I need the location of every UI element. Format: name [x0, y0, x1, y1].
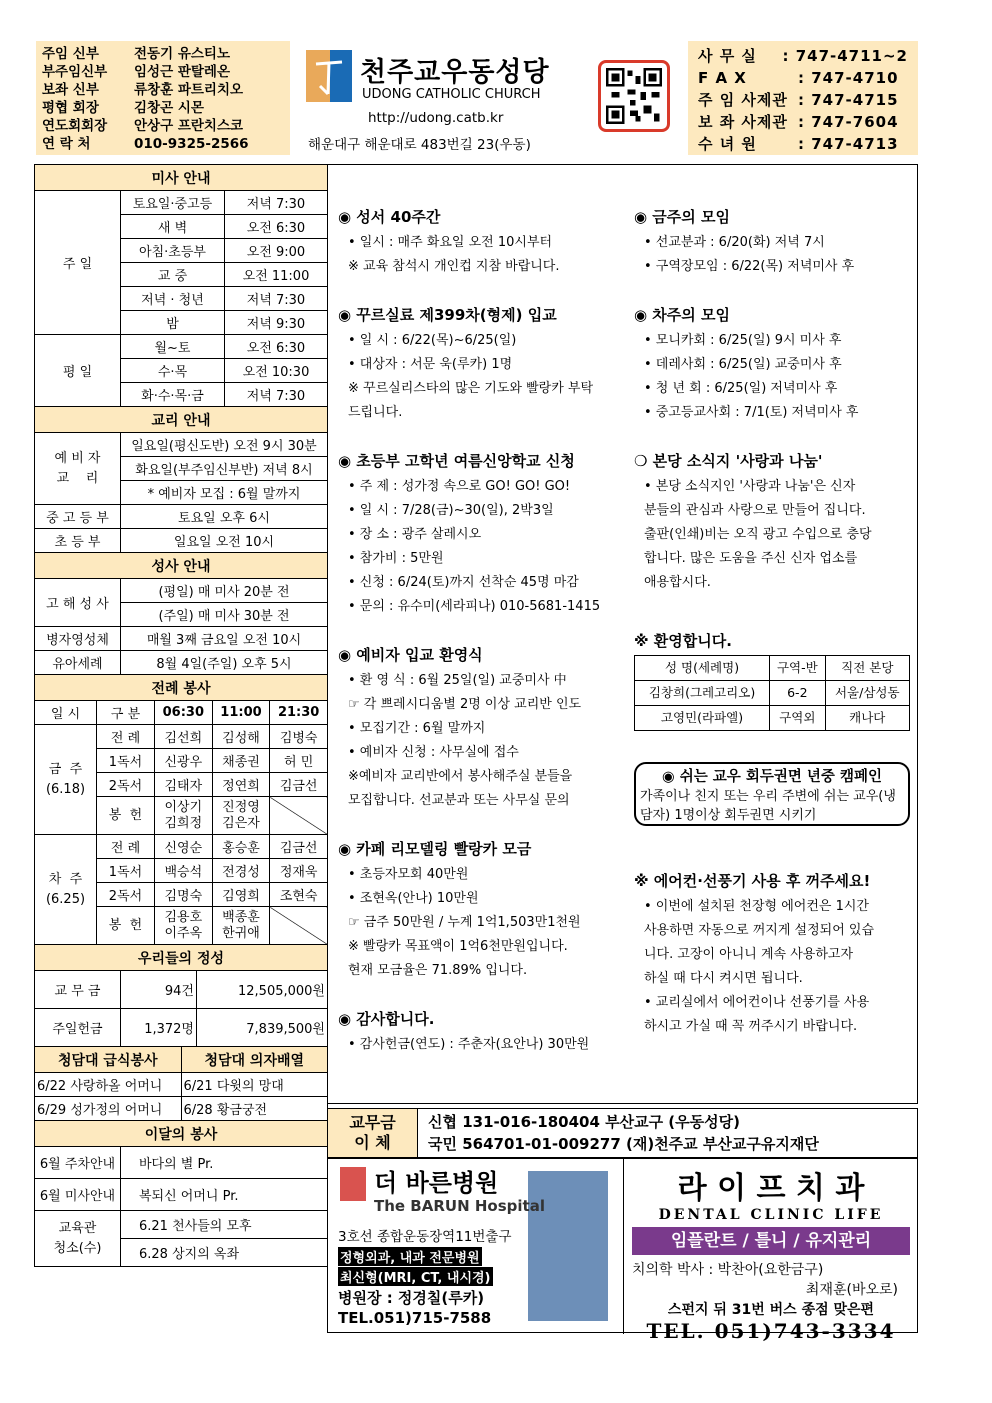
hospital-logo-icon: [340, 1167, 366, 1201]
liturgy-cell: 김금선: [270, 773, 328, 797]
liturgy-title: 전례 봉사: [35, 675, 328, 701]
campaign-box: [634, 762, 910, 826]
aircon-title: ※ 에어컨·선풍기 사용 후 꺼주세요!: [634, 872, 871, 890]
aircon-line: • 교리실에서 에어컨이나 선풍기를 사용: [644, 995, 870, 1010]
mass-type: 밤: [121, 311, 225, 335]
news-line: 애용합시다.: [644, 575, 711, 590]
offering-count: 1,372명: [121, 1009, 197, 1047]
hospital-building-icon: [528, 1171, 608, 1321]
news-line: • 모니카회 : 6/25(일) 9시 미사 후: [644, 333, 842, 348]
liturgy-cell: 전 례: [97, 835, 155, 859]
mass-type: 새 벽: [121, 215, 225, 239]
news-line: • 예비자 신청 : 사무실에 접수: [348, 745, 519, 760]
news-line: • 일시 : 매주 화요일 오전 10시부터: [348, 235, 553, 250]
cleaning-row: 6.21 천사들의 모후: [121, 1211, 328, 1239]
mass-time: 오전 9:00: [225, 239, 328, 263]
campaign-text: 가족이나 친지 또는 우리 주변에 쉬는 교우(냉담자) 1명이상 회두권면 시키기: [640, 789, 896, 823]
monthly-row-label: 6월 주차안내: [35, 1147, 121, 1179]
news-line: 현재 모금율은 71.89% 입니다.: [348, 963, 528, 978]
news-title: ◉ 초등부 고학년 여름신앙학교 신청: [338, 452, 575, 470]
cleaning-row: 6.28 상지의 옥좌: [121, 1239, 328, 1267]
mass-table: [34, 164, 328, 675]
contact-label: 사 무 실: [698, 47, 757, 65]
news-line: • 주 제 : 성가정 속으로 GO! GO! GO!: [348, 479, 571, 494]
bank-label-line: 이 체: [354, 1133, 391, 1152]
offering-amount: 12,505,000원: [197, 971, 328, 1009]
news-line: • 일 시 : 7/28(금)~30(일), 2박3일: [348, 503, 554, 518]
news-line: ☞ 각 쁘레시디움별 2명 이상 교리반 인도: [348, 697, 582, 712]
contact-number[interactable]: : 747-7604: [798, 113, 899, 131]
mass-time: 저녁 7:30: [225, 287, 328, 311]
news-line: 출판(인쇄)비는 오직 광고 수입으로 충당: [644, 527, 872, 542]
contact-number[interactable]: : 747-4713: [798, 135, 899, 153]
mass-type: 월~토: [121, 335, 225, 359]
welcome-row: [635, 681, 910, 706]
baptism-label: 유아세례: [35, 651, 121, 675]
staff-role: 연도회회장: [42, 118, 108, 134]
liturgy-cell: 김명숙: [155, 883, 213, 907]
liturgy-cell: 전 례: [97, 725, 155, 749]
youth-meal-title: 청담대 급식봉사: [35, 1047, 182, 1073]
elementary-label: 초 등 부: [35, 529, 121, 553]
monthly-service-title: 이달의 봉사: [35, 1121, 328, 1147]
monthly-row-value: 복되신 어머니 Pr.: [121, 1179, 328, 1211]
liturgy-cell: 허 민: [270, 749, 328, 773]
liturgy-cell: 백승석: [155, 859, 213, 883]
liturgy-cell: 조현숙: [270, 883, 328, 907]
liturgy-cell: 2독서: [97, 883, 155, 907]
mass-time: 오전 10:30: [225, 359, 328, 383]
mass-type: 화·수·목·금: [121, 383, 225, 407]
dental-english-name: DENTAL CLINIC LIFE: [658, 1207, 884, 1223]
news-right-column: [634, 191, 914, 605]
news-line: • 데레사회 : 6/25(일) 교중미사 후: [644, 357, 842, 372]
liturgy-cell: 김선희: [155, 725, 213, 749]
news-title: ◉ 예비자 입교 환영식: [338, 646, 483, 664]
middle-school-label: 중 고 등 부: [35, 505, 121, 529]
liturgy-header: 06:30: [155, 701, 213, 725]
hospital-director: 병원장 : 정경칠(루카): [338, 1289, 485, 1307]
dental-phone: TEL. 051)743-3334: [646, 1319, 896, 1343]
news-line: • 초등자모회 40만원: [348, 867, 469, 882]
staff-name: 전동기 유스티노: [134, 46, 230, 62]
news-title: ❍ 본당 소식지 '사랑과 나눔': [634, 452, 823, 470]
liturgy-cell: 김영희: [212, 883, 270, 907]
hospital-location: 3호선 종합운동장역11번출구: [338, 1229, 512, 1245]
liturgy-cell: 김태자: [155, 773, 213, 797]
youth-row: 6/22 사랑하올 어머니: [35, 1073, 182, 1097]
left-column: [34, 164, 328, 1267]
mass-time: 오전 11:00: [225, 263, 328, 287]
spacer: [338, 983, 628, 993]
staff-name: 류창훈 파트리치오: [134, 82, 244, 98]
aircon-line: 니다. 고장이 아니니 계속 사용하고자: [644, 947, 854, 962]
liturgy-cell: 정재욱: [270, 859, 328, 883]
contact-number[interactable]: : 747-4710: [798, 69, 899, 87]
mass-row: [35, 191, 328, 215]
contact-row: [698, 45, 908, 67]
news-line: ※ 빨랑카 목표액이 1억6천만원입니다.: [348, 939, 568, 954]
church-name: 천주교우동성당: [360, 57, 550, 88]
spacer: [338, 425, 628, 435]
contact-number[interactable]: : 747-4711~2: [782, 47, 908, 65]
youth-chair-title: 청담대 의자배열: [181, 1047, 328, 1073]
aircon-line: 하시고 가실 때 꼭 꺼주시기 바랍니다.: [644, 1019, 858, 1034]
offering-count: 94건: [121, 971, 197, 1009]
news-line: • 대상자 : 서문 욱(루카) 1명: [348, 357, 513, 372]
spacer: [634, 279, 914, 289]
offering-table: [34, 944, 328, 1047]
liturgy-cell: 진정영 김은자: [212, 797, 270, 835]
mass-time: 저녁 7:30: [225, 383, 328, 407]
confession-row: (평일) 매 미사 20분 전: [121, 579, 328, 603]
news-line: • 조현옥(안나) 10만원: [348, 891, 479, 906]
news-line: ※예비자 교리반에서 봉사해주실 분들을: [348, 769, 573, 784]
dental-services: 임플란트 / 틀니 / 유지관리: [632, 1227, 910, 1255]
liturgy-week: 차 주 (6.25): [35, 835, 97, 945]
staff-role: 부주임신부: [42, 64, 108, 80]
staff-row: [42, 99, 284, 117]
monthly-row-label: 6월 미사안내: [35, 1179, 121, 1211]
sick-communion-label: 병자영성체: [35, 627, 121, 651]
aircon-line: 하실 때 다시 켜시면 됩니다.: [644, 971, 803, 986]
weekday-label: 평 일: [35, 335, 121, 407]
liturgy-cell: 김성해: [212, 725, 270, 749]
monthly-row-value: 바다의 별 Pr.: [121, 1147, 328, 1179]
welcome-cell: 6-2: [770, 681, 825, 706]
spacer: [338, 279, 628, 289]
hospital-phone: TEL.051)715-7588: [338, 1309, 492, 1327]
liturgy-row: [35, 725, 328, 749]
church-english-name: UDONG CATHOLIC CHURCH: [362, 87, 541, 102]
liturgy-cell: 전경성: [212, 859, 270, 883]
mass-type: 저녁 · 청년: [121, 287, 225, 311]
news-line: • 일 시 : 6/22(목)~6/25(일): [348, 333, 517, 348]
welcome-table: [634, 655, 910, 731]
liturgy-cell: 김금선: [270, 835, 328, 859]
staff-row: [42, 117, 284, 135]
liturgy-cell: [270, 907, 328, 945]
staff-row: [42, 63, 284, 81]
church-address: 해운대구 해운대로 483번길 23(우동): [308, 137, 531, 153]
liturgy-cell: 백종훈 한귀애: [212, 907, 270, 945]
bank-transfer-box: [327, 1108, 918, 1158]
news-line: • 문의 : 유수미(세라피나) 010-5681-1415: [348, 599, 601, 614]
news-line: 모집합니다. 선교분과 또는 사무실 문의: [348, 793, 570, 808]
mass-type: 아침·초등부: [121, 239, 225, 263]
offering-label: 교 무 금: [35, 971, 121, 1009]
contact-row: [698, 133, 908, 155]
church-logo-icon: [306, 50, 352, 102]
staff-role: 연 락 처: [42, 136, 91, 152]
news-line: • 중고등교사회 : 7/1(토) 저녁미사 후: [644, 405, 859, 420]
mass-time: 오전 6:30: [225, 215, 328, 239]
mass-type: 교 중: [121, 263, 225, 287]
aircon-line: 사용하면 자동으로 꺼지게 설정되어 있습: [644, 923, 875, 938]
liturgy-week: 금 주 (6.18): [35, 725, 97, 835]
news-line: 분들의 관심과 사랑으로 만들어 집니다.: [644, 503, 866, 518]
liturgy-cell: 홍승훈: [212, 835, 270, 859]
offering-label: 주일헌금: [35, 1009, 121, 1047]
staff-name: 김창곤 시몬: [134, 100, 204, 116]
liturgy-cell: 신영순: [155, 835, 213, 859]
doctrine-row: * 예비자 모집 : 6월 말까지: [121, 481, 328, 505]
middle-school-time: 토요일 오후 6시: [121, 505, 328, 529]
staff-row: [42, 81, 284, 99]
welcome-header: 구역-반: [770, 656, 825, 681]
ads-box: [327, 1158, 918, 1343]
youth-row: 6/21 다윗의 망대: [181, 1073, 328, 1097]
dental-ad[interactable]: [624, 1159, 918, 1343]
news-line: • 참가비 : 5만원: [348, 551, 444, 566]
news-line: • 장 소 : 광주 살레시오: [348, 527, 482, 542]
contact-label: 보 좌 사제관: [698, 113, 788, 131]
news-title: ◉ 성서 40주간: [338, 208, 441, 226]
youth-service-table: [34, 1046, 328, 1147]
welcome-row: [635, 706, 910, 731]
liturgy-cell: 봉 헌: [97, 797, 155, 835]
contact-row: [698, 67, 908, 89]
doctrine-row: 일요일(평신도반) 오전 9시 30분: [121, 433, 328, 457]
news-line: 드립니다.: [348, 405, 403, 420]
liturgy-cell: 1독서: [97, 859, 155, 883]
dental-doctor: 치의학 박사 : 박찬아(요한금구): [632, 1262, 824, 1278]
welcome-cell: 구역외: [770, 706, 825, 731]
news-title: ◉ 금주의 모임: [634, 208, 730, 226]
sunday-label: 주 일: [35, 191, 121, 335]
monthly-service-table: [34, 1146, 328, 1267]
liturgy-header: 구 분: [97, 701, 155, 725]
staff-box: [36, 41, 290, 155]
welcome-cell: 캐나다: [825, 706, 909, 731]
bank-account-1: 신협 131-016-180404 부산교구 (우동성당): [428, 1113, 740, 1131]
liturgy-header: 일 시: [35, 701, 97, 725]
news-line: • 구역장모임 : 6/22(목) 저녁미사 후: [644, 259, 855, 274]
liturgy-cell: 봉 헌: [97, 907, 155, 945]
liturgy-header: 21:30: [270, 701, 328, 725]
mass-type: 수·목: [121, 359, 225, 383]
confession-row: (주일) 매 미사 30분 전: [121, 603, 328, 627]
staff-row: [42, 45, 284, 63]
news-line: • 선교분과 : 6/20(화) 저녁 7시: [644, 235, 825, 250]
bank-account-2: 국민 564701-01-009277 (재)천주교 부산교구유지재단: [428, 1135, 819, 1153]
liturgy-cell: 김용호 이주옥: [155, 907, 213, 945]
mass-row: [35, 335, 328, 359]
spacer: [634, 425, 914, 435]
mass-time: 저녁 7:30: [225, 191, 328, 215]
news-title: ◉ 감사합니다.: [338, 1010, 435, 1028]
contact-label: 주 임 사제관: [698, 91, 788, 109]
contact-box: [688, 41, 918, 155]
welcome-title: ※ 환영합니다.: [634, 632, 732, 650]
liturgy-cell: 이상기 김희정: [155, 797, 213, 835]
liturgy-cell: 1독서: [97, 749, 155, 773]
confession-label: 고 해 성 사: [35, 579, 121, 627]
bank-label-line: 교무금: [349, 1113, 396, 1132]
news-left-column: [338, 191, 628, 1067]
welcome-header-row: [635, 656, 910, 681]
news-line: ※ 교육 참석시 개인컵 지참 바랍니다.: [348, 259, 560, 274]
liturgy-cell: 정연희: [212, 773, 270, 797]
liturgy-row: [35, 835, 328, 859]
spacer: [634, 595, 914, 605]
contact-row: [698, 89, 908, 111]
liturgy-cell: [270, 797, 328, 835]
mass-title: 미사 안내: [35, 165, 328, 191]
hospital-name: 더 바른병원: [374, 1169, 499, 1197]
staff-role: 보좌 신부: [42, 82, 99, 98]
dental-doctor-2: 최재훈(바오로): [805, 1282, 898, 1298]
contact-label: F A X: [698, 69, 747, 87]
offering-title: 우리들의 정성: [35, 945, 328, 971]
mass-type: 토요일·중고등: [121, 191, 225, 215]
catechumen-label: 예 비 자 교 리: [35, 433, 121, 505]
staff-row: [42, 135, 284, 153]
offering-amount: 7,839,500원: [197, 1009, 328, 1047]
staff-name: 안상구 프란치스코: [134, 118, 244, 134]
news-box: [327, 164, 918, 1104]
hospital-dept: 정형외과, 내과 전문병원: [338, 1247, 482, 1266]
sick-communion-time: 매월 3째 금요일 오전 10시: [121, 627, 328, 651]
news-line: • 청 년 회 : 6/25(일) 저녁미사 후: [644, 381, 838, 396]
doctrine-row: 화요일(부주임신부반) 저녁 8시: [121, 457, 328, 481]
liturgy-cell: 김병숙: [270, 725, 328, 749]
staff-role: 평협 회장: [42, 100, 99, 116]
welcome-cell: 서울/삼성동: [825, 681, 909, 706]
mass-time: 오전 6:30: [225, 335, 328, 359]
welcome-section: [634, 615, 914, 731]
elementary-time: 일요일 오전 10시: [121, 529, 328, 553]
contact-number[interactable]: : 747-4715: [798, 91, 899, 109]
aircon-line: • 이번에 설치된 천장형 에어컨은 1시간: [644, 899, 869, 914]
staff-role: 주임 신부: [42, 46, 99, 62]
news-title: ◉ 꾸르실료 제399차(형제) 입교: [338, 306, 557, 324]
news-title: ◉ 차주의 모임: [634, 306, 730, 324]
news-line: • 환 영 식 : 6월 25일(일) 교중미사 中: [348, 673, 567, 688]
contact-row: [698, 111, 908, 133]
liturgy-header: 11:00: [212, 701, 270, 725]
spacer: [338, 619, 628, 629]
welcome-header: 성 명(세례명): [635, 656, 770, 681]
hospital-equipment: 최신형(MRI, CT, 내시경): [338, 1267, 493, 1286]
sacrament-title: 성사 안내: [35, 553, 328, 579]
mass-time: 저녁 9:30: [225, 311, 328, 335]
liturgy-cell: 채종권: [212, 749, 270, 773]
bank-label: [328, 1109, 418, 1157]
youth-row: 6/29 성가정의 어머니: [35, 1097, 182, 1121]
qr-code-icon[interactable]: [598, 60, 670, 132]
liturgy-table: [34, 674, 328, 945]
baptism-time: 8월 4일(주일) 오후 5시: [121, 651, 328, 675]
contact-label: 수 녀 원: [698, 135, 757, 153]
aircon-section: [634, 855, 914, 1039]
news-line: 합니다. 많은 도움을 주신 신자 업소를: [644, 551, 858, 566]
cleaning-label: 교육관 청소(수): [35, 1211, 121, 1267]
news-line: ※ 꾸르실리스타의 많은 기도와 빨랑카 부탁: [348, 381, 594, 396]
spacer: [338, 813, 628, 823]
dental-name: 라 이 프 치 과: [677, 1171, 865, 1206]
hospital-ad[interactable]: [328, 1159, 624, 1334]
spacer: [338, 1057, 628, 1067]
hospital-english-name: The BARUN Hospital: [374, 1197, 545, 1215]
liturgy-cell: 2독서: [97, 773, 155, 797]
news-line: • 감사헌금(연도) : 주춘자(요안나) 30만원: [348, 1037, 590, 1052]
news-line: ☞ 금주 50만원 / 누계 1억1,503만1천원: [348, 915, 581, 930]
youth-row: 6/28 황금궁전: [181, 1097, 328, 1121]
dental-location: 스펀지 뒤 31번 버스 종점 맞은편: [667, 1302, 875, 1318]
news-line: • 본당 소식지인 '사랑과 나눔'은 신자: [644, 479, 856, 494]
church-url[interactable]: http://udong.catb.kr: [368, 110, 504, 126]
news-line: • 신청 : 6/24(토)까지 선착순 45명 마감: [348, 575, 579, 590]
liturgy-cell: 신광우: [155, 749, 213, 773]
staff-name: 010-9325-2566: [134, 136, 249, 152]
news-line: • 모집기간 : 6월 말까지: [348, 721, 486, 736]
welcome-header: 직전 본당: [825, 656, 909, 681]
staff-name: 임성근 판탈레온: [134, 64, 230, 80]
welcome-cell: 고영민(라파엘): [635, 706, 770, 731]
news-title: ◉ 카페 리모델링 빨랑카 모금: [338, 840, 532, 858]
welcome-cell: 김창희(그레고리오): [635, 681, 770, 706]
doctrine-title: 교리 안내: [35, 407, 328, 433]
campaign-title: ◉ 쉬는 교우 회두권면 년중 캠페인: [662, 769, 882, 785]
